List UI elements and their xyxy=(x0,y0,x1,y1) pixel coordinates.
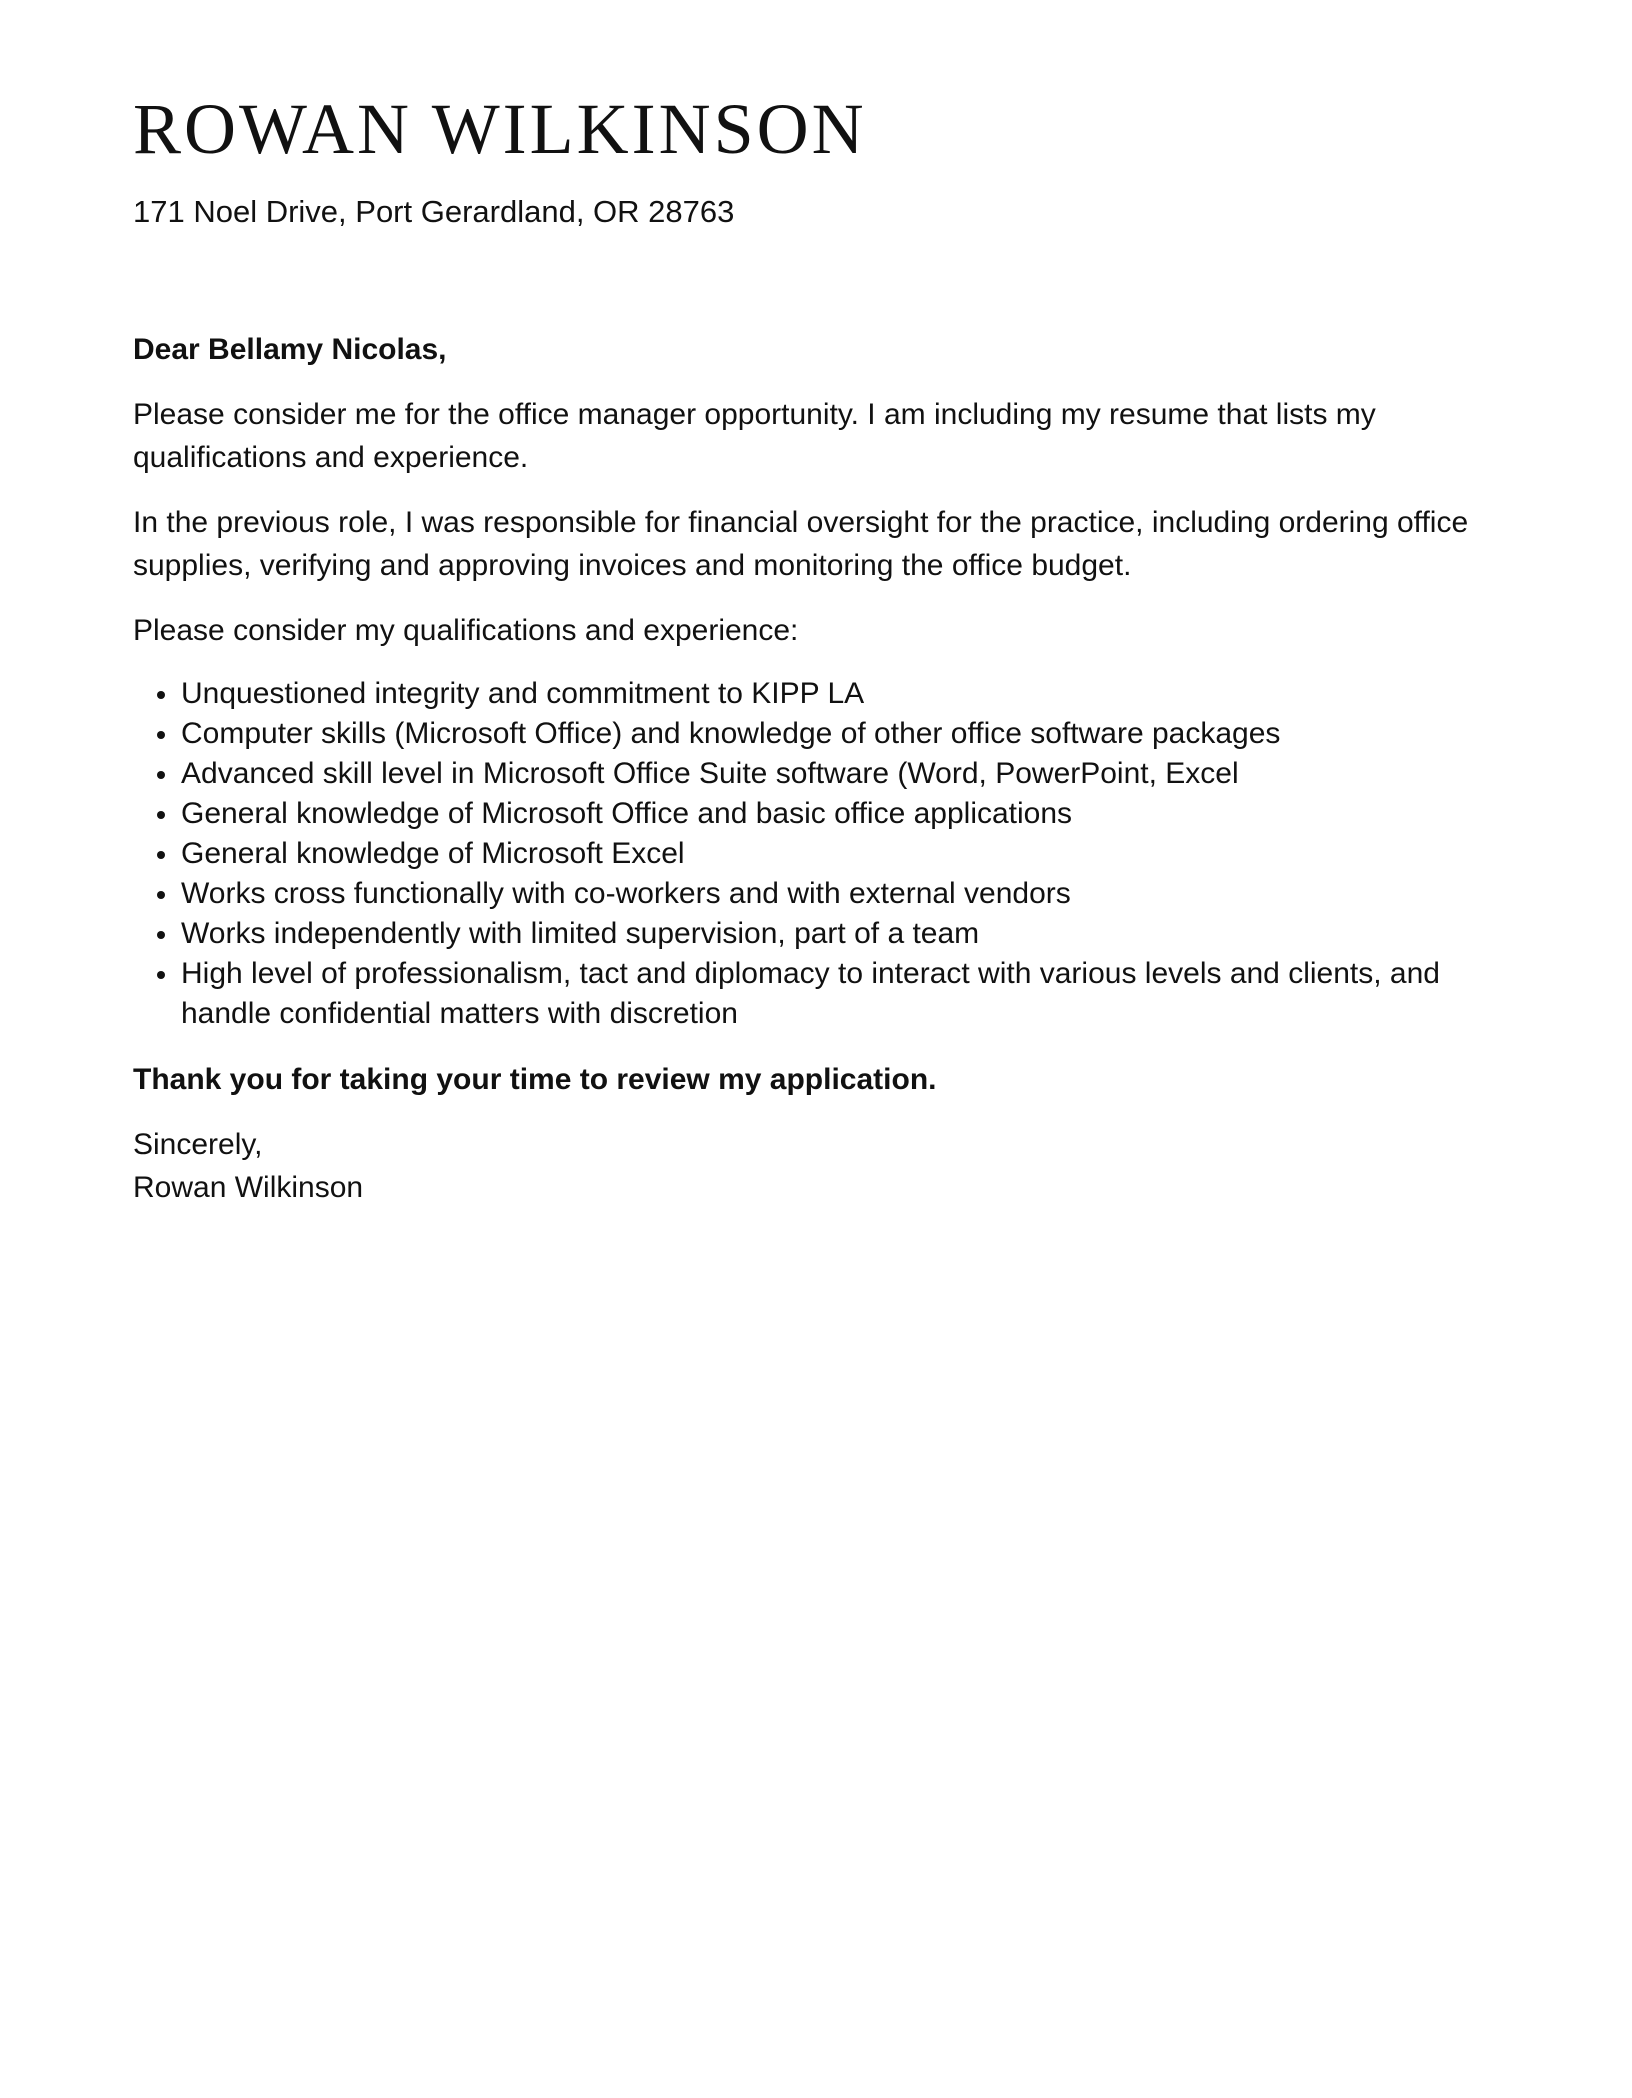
paragraph-intro: Please consider me for the office manager opportunity. I am including my resume that lists my qualifications and experience. xyxy=(133,398,1376,474)
applicant-name: ROWAN WILKINSON xyxy=(133,89,867,169)
cover-letter-page xyxy=(133,0,1503,1209)
list-item: General knowledge of Microsoft Office and basic office applications xyxy=(181,794,1503,834)
list-item: Works cross functionally with co-workers and with external vendors xyxy=(181,874,1503,914)
letter-body xyxy=(133,328,1503,1209)
thank-you-line: Thank you for taking your time to review my application. xyxy=(133,1063,937,1096)
paragraph-previous-role: In the previous role, I was responsible for financial oversight for the practice, including ordering office supplies, verifying and approving invoices and monitoring the office budget. xyxy=(133,506,1469,582)
paragraph-qualifications-lead: Please consider my qualifications and experience: xyxy=(133,614,799,647)
list-item: Unquestioned integrity and commitment to KIPP LA xyxy=(181,674,1503,714)
qualifications-list xyxy=(133,674,1503,1034)
signature-name: Rowan Wilkinson xyxy=(133,1171,364,1204)
salutation: Dear Bellamy Nicolas, xyxy=(133,333,447,366)
list-item: General knowledge of Microsoft Excel xyxy=(181,834,1503,874)
applicant-address: 171 Noel Drive, Port Gerardland, OR 28763 xyxy=(133,194,735,229)
list-item: High level of professionalism, tact and diplomacy to interact with various levels and clients, and handle confidential matters with discretion xyxy=(181,954,1503,1034)
closing: Sincerely, xyxy=(133,1128,263,1161)
list-item: Works independently with limited supervision, part of a team xyxy=(181,914,1503,954)
list-item: Computer skills (Microsoft Office) and knowledge of other office software packages xyxy=(181,714,1503,754)
list-item: Advanced skill level in Microsoft Office Suite software (Word, PowerPoint, Excel xyxy=(181,754,1503,794)
